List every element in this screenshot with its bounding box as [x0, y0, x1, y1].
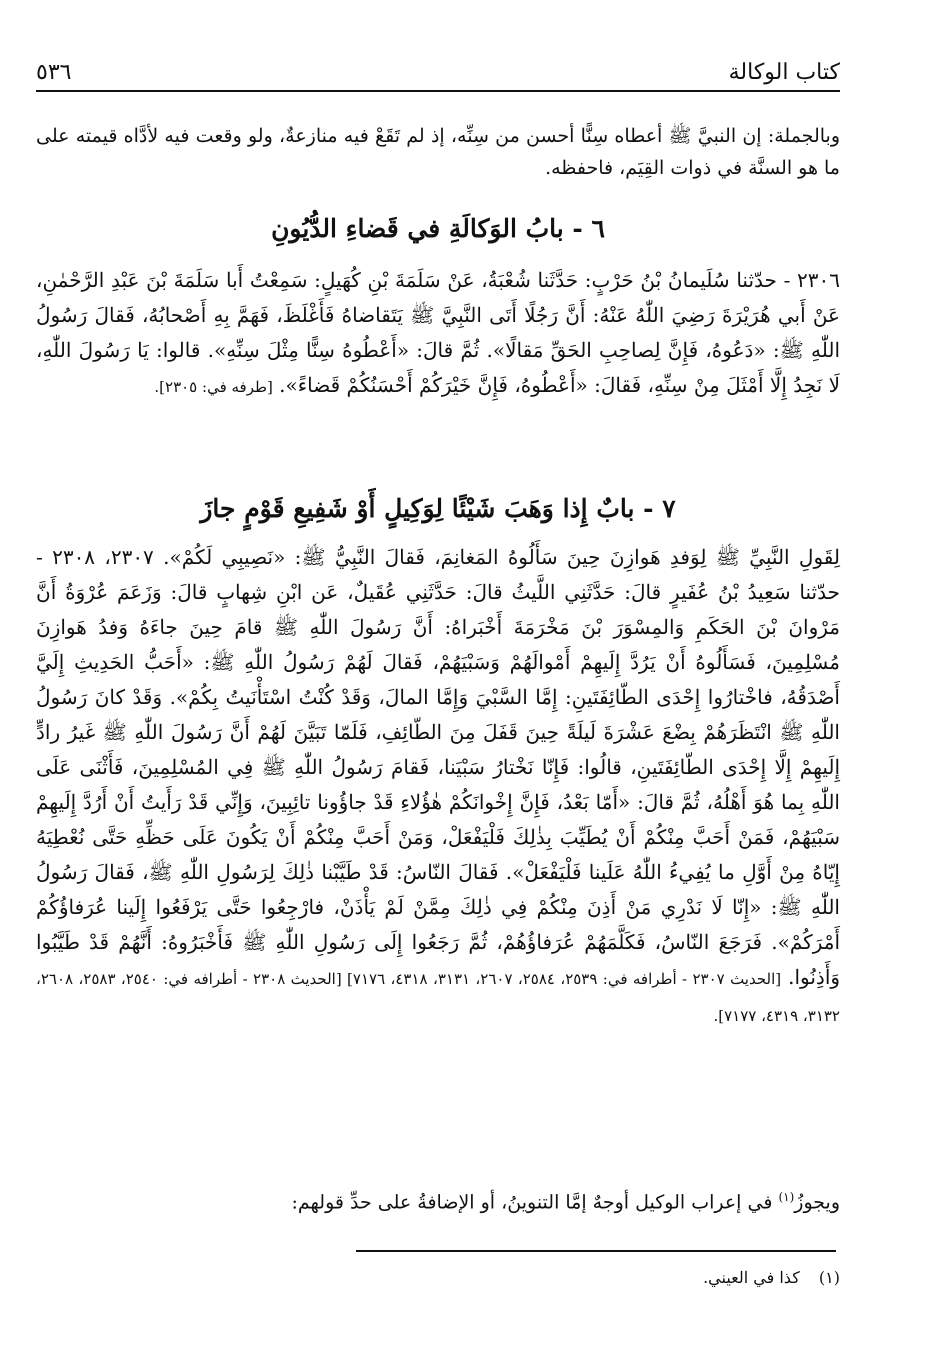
page-header [36, 56, 840, 92]
hadith-2306-ref: [طرفه في: ٢٣٠٥]. [154, 378, 273, 396]
chapter-heading-6: ٦ - بابُ الوَكالَةِ في قَضاءِ الدُّيُونِ [271, 214, 605, 243]
hadith-2306 [36, 263, 840, 405]
commentary-paragraph [36, 1180, 840, 1219]
footnote [36, 1268, 840, 1287]
intro-paragraph: وبالجملة: إن النبيَّ ﷺ أعطاه سِنًّا أحسن من سِنِّه، إذ لم تَقَعْ فيه منازعةٌ، ولو وقعت فيه لأدَّاه قيمته على ما هو السنَّة في ذوات القِيَم، فاحفظه. [36, 125, 840, 179]
footnote-number: (١) [818, 1268, 840, 1287]
hadith-2306-text: ٢٣٠٦ - حدّثنا سُلَيمانُ بْنُ حَرْبٍ: حَدَّثَنا شُعْبَةُ، عَنْ سَلَمَةَ بْنِ كُهَيلٍ: سَمِعْتُ أَبا سَلَمَةَ بْنَ عَبْدِ الرَّحْمٰنِ، عَنْ أَبي هُرَيْرَةَ رَضِيَ اللّٰهُ عَنْهُ: أَنَّ رَجُلًا أَتَى النَّبِيَّ ﷺ يَتَقاضاهُ فَأَغْلَظَ، فَهَمَّ بِهِ أَصْحابُهُ، فَقالَ رَسُولُ اللّٰهِ ﷺ: «دَعُوهُ، فَإِنَّ لِصاحِبِ الحَقِّ مَقالًا». ثُمَّ قالَ: «أَعْطُوهُ سِنًّا مِثْلَ سِنِّهِ». قالوا: يَا رَسُولَ اللّٰهِ، لَا نَجِدُ إِلَّا أَمْثَلَ مِنْ سِنِّهِ، فَقالَ: «أَعْطُوهُ، فَإِنَّ خَيْرَكُمْ أَحْسَنُكُمْ قَضاءً». [36, 268, 840, 397]
hadith-2307-2308 [36, 540, 840, 1034]
footnote-divider [356, 1250, 836, 1252]
page-number: ٥٣٦ [36, 60, 72, 85]
footnote-text: كذا في العيني. [703, 1268, 800, 1287]
hadith-2307-ref: [الحديث ٢٣٠٧ - أطرافه في: ٢٥٣٩، ٢٥٨٤، ٢٦٠٧، ٣١٣١، ٤٣١٨، ٧١٧٦] [الحديث ٢٣٠٨ - أطرافه في: ٢٥٤٠، ٢٥٨٣، ٢٦٠٨، ٣١٣٢، ٤٣١٩، ٧١٧٧]. [36, 970, 840, 1025]
footnote-marker[interactable]: (١) [778, 1190, 795, 1204]
chapter-heading-7: ٧ - بابٌ إِذا وَهَبَ شَيْئًا لِوَكِيلٍ أَوْ شَفِيعِ قَوْمٍ جازَ [200, 494, 676, 523]
commentary-word: ويجوزُ [794, 1191, 840, 1214]
book-title: كتاب الوكالة [728, 60, 840, 85]
commentary-text: في إعراب الوكيل أوجهٌ إمَّا التنوينُ، أو الإضافةُ على حدِّ قولهم: [291, 1191, 779, 1214]
hadith-2307-text: لِقَولِ النَّبِيِّ ﷺ لِوَفدِ هَوازِنَ حِينَ سَأَلُوهُ المَغانِمَ، فَقالَ النَّبِيُّ ﷺ: «نَصِيبِي لَكُمْ». ٢٣٠٧، ٢٣٠٨ - حدّثنا سَعِيدُ بْنُ عُفَيرٍ قالَ: حَدَّثَنِي اللَّيثُ قالَ: حَدَّثَنِي عُقَيلٌ، عَن ابْنِ شِهابٍ قالَ: وَزَعَمَ عُرْوَةُ أَنَّ مَرْوانَ بْنَ الحَكَمِ وَالمِسْوَرَ بْنَ مَخْرَمَةَ أَخْبَراهُ: أَنَّ رَسُولَ اللّٰهِ ﷺ قامَ حِينَ جاءَهُ وَفدُ هَوازِنَ مُسْلِمِينَ، فَسَأَلُوهُ أَنْ يَرُدَّ إِلَيهِمْ أَمْوالَهُمْ وَسَبْيَهُمْ، فَقالَ لَهُمْ رَسُولُ اللّٰهِ ﷺ: «أَحَبُّ الحَدِيثِ إِلَيَّ أَصْدَقُهُ، فاخْتارُوا إِحْدَى الطّائِفَتَينِ: إِمَّا السَّبْيَ وَإِمَّا المالَ، وَقَدْ كُنْتُ اسْتَأْنَيتُ بِكُمْ». وَقَدْ كانَ رَسُولُ اللّٰهِ ﷺ انْتَظَرَهُمْ بِضْعَ عَشْرَةَ لَيلَةً حِينَ قَفَلَ مِنَ الطّائِفِ، فَلَمّا تَبَيَّنَ لَهُمْ أَنَّ رَسُولَ اللّٰهِ ﷺ غَيرُ رادٍّ إِلَيهِمْ إِلَّا إِحْدَى الطّائِفَتَينِ، قالُوا: فَإِنّا نَخْتارُ سَبْيَنا، فَقامَ رَسُولُ اللّٰهِ ﷺ فِي المُسْلِمِينَ، فَأَثْنَى عَلَى اللّٰهِ بِما هُوَ أَهْلُهُ، ثُمَّ قالَ: «أَمّا بَعْدُ، فَإِنَّ إِخْوانَكُمْ هٰؤُلاءِ قَدْ جاؤُونا تائِبِينَ، وَإِنِّي قَدْ رَأَيتُ أَنْ أَرُدَّ إِلَيهِمْ سَبْيَهُمْ، فَمَنْ أَحَبَّ مِنْكُمْ أَنْ يُطَيِّبَ بِذٰلِكَ فَلْيَفْعَلْ، وَمَنْ أَحَبَّ مِنْكُمْ أَنْ يَكُونَ عَلَى حَظِّهِ حَتَّى نُعْطِيَهُ إِيّاهُ مِنْ أَوَّلِ ما يُفِيءُ اللّٰهُ عَلَينا فَلْيَفْعَلْ». فَقالَ النّاسُ: قَدْ طَيَّبْنا ذٰلِكَ لِرَسُولِ اللّٰهِ ﷺ، فَقالَ رَسُولُ اللّٰهِ ﷺ: «إِنّا لَا نَدْرِي مَنْ أَذِنَ مِنْكُمْ فِي ذٰلِكَ مِمَّنْ لَمْ يَأْذَنْ، فارْجِعُوا حَتَّى يَرْفَعُوا إِلَينا عُرَفاؤُكُمْ أَمْرَكُمْ». فَرَجَعَ النّاسُ، فَكَلَّمَهُمْ عُرَفاؤُهُمْ، ثُمَّ رَجَعُوا إِلَى رَسُولِ اللّٰهِ ﷺ فَأَخْبَرُوهُ: أَنَّهُمْ قَدْ طَيَّبُوا وَأَذِنُوا. [36, 545, 841, 989]
